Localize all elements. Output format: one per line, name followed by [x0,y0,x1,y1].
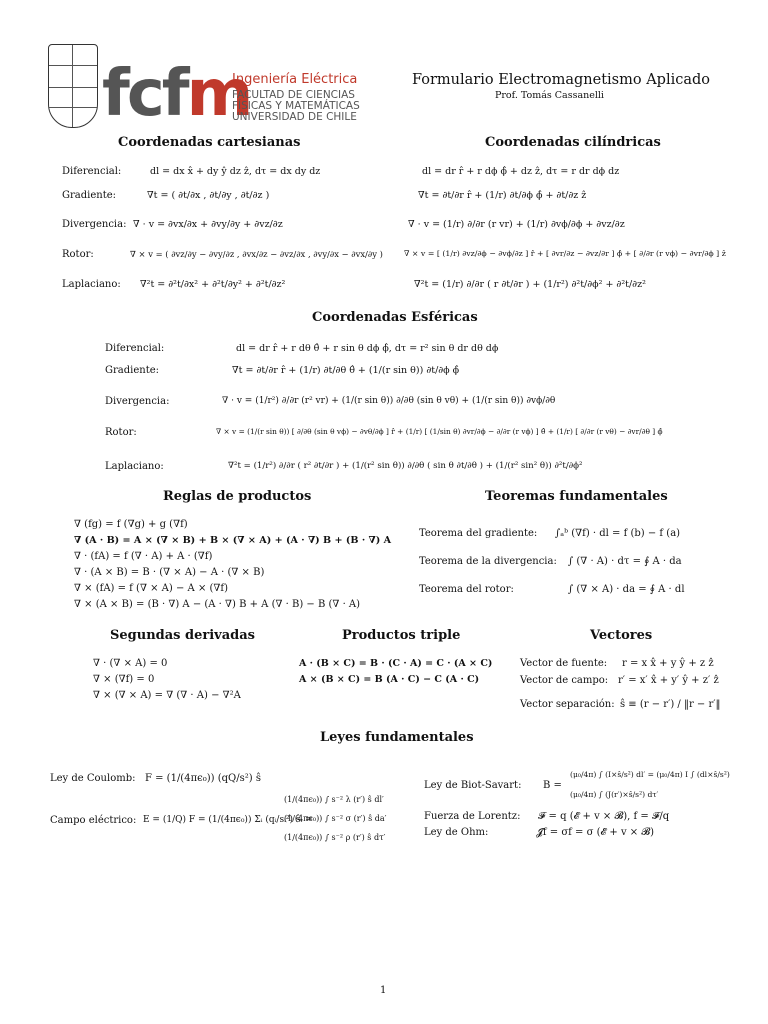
ohm-label: Ley de Ohm: [424,827,489,838]
cylindrical-heading: Coordenadas cilíndricas [485,135,661,150]
second-eq-2: ∇ × (∇ × A) = ∇ (∇ · A) − ∇²A [93,690,241,701]
coulomb-label: Ley de Coulomb: [50,773,136,784]
cartesian-label-2: Divergencia: [62,219,127,230]
second-eq-1: ∇ × (∇f) = 0 [93,674,155,685]
vectors-heading: Vectores [590,628,653,643]
spherical-label-0: Diferencial: [105,343,165,354]
triple-eq-1: A × (B × C) = B (A · C) − C (A · C) [299,674,480,685]
biot-case-1: (μ₀/4π) ∫ (J(r′)×ŝ/s²) dτ′ [570,790,659,799]
vector-eq-0: r = x x̂ + y ŷ + z ẑ [622,658,714,669]
spherical-eq-3: ∇ × v = (1/(r sin θ)) [ ∂/∂θ (sin θ vϕ) − ∂vθ/∂ϕ ] r̂ + (1/r) [ (1/sin θ) ∂vr/∂ϕ − ∂/∂r (r vϕ) ] θ̂ + (1/r) [ ∂/∂r (r vθ) − ∂vr/∂θ ] ϕ̂ [216,427,663,436]
lorentz-label: Fuerza de Lorentz: [424,811,521,822]
product-rule-1: ∇ (A · B) = A × (∇ × B) + B × (∇ × A) + (A · ∇) B + (B · ∇) A [74,535,392,546]
theorem-eq-2: ∫ (∇ × A) · da = ∮ A · dl [568,584,685,595]
theorem-label-1: Teorema de la divergencia: [419,556,557,567]
biot-case-0: (μ₀/4π) ∫ (I×ŝ/s²) dl′ = (μ₀/4π) I ∫ (dl×ŝ/s²) [570,770,730,779]
products-heading: Reglas de productos [163,489,312,504]
vector-eq-2: ŝ ≡ (r − r′) / ‖r − r′‖ [620,699,721,710]
cartesian-eq-3: ∇ × v = ( ∂vz/∂y − ∂vy/∂z , ∂vx/∂z − ∂vz/∂x , ∂vy/∂x − ∂vx/∂y ) [130,249,383,259]
cartesian-label-1: Gradiente: [62,190,116,201]
department-name: Ingeniería Eléctrica [232,72,358,87]
field-case-0: (1/(4πϵ₀)) ∫ s⁻² λ (r′) ŝ dl′ [284,795,384,804]
vector-label-1: Vector de campo: [520,675,609,686]
field-eq: E = (1/Q) F = (1/(4πϵ₀)) Σᵢ (qᵢ/sᵢ²) ŝᵢ = [143,815,313,825]
cartesian-eq-1: ∇t = ( ∂t/∂x , ∂t/∂y , ∂t/∂z ) [147,190,270,201]
biot-eq: B = [543,780,562,791]
spherical-label-4: Laplaciano: [105,461,164,472]
spherical-label-2: Divergencia: [105,396,170,407]
biot-label: Ley de Biot-Savart: [424,780,522,791]
page-title: Formulario Electromagnetismo Aplicado [412,72,711,88]
ohm-eq: 𝓙f = σf = σ (𝓔 + v × 𝓑) [536,827,655,838]
cylindrical-eq-4: ∇²t = (1/r) ∂/∂r ( r ∂t/∂r ) + (1/r²) ∂²t/∂ϕ² + ∂²t/∂z² [414,279,646,290]
theorem-eq-1: ∫ (∇ · A) · dτ = ∮ A · da [568,556,682,567]
second-eq-0: ∇ · (∇ × A) = 0 [93,658,168,669]
spherical-eq-1: ∇t = ∂t/∂r r̂ + (1/r) ∂t/∂θ θ̂ + (1/(r sin θ)) ∂t/∂ϕ ϕ̂ [232,365,460,376]
fcfm-logo: fcfm [102,57,251,131]
triple-eq-0: A · (B × C) = B · (C · A) = C · (A × C) [299,658,493,669]
field-label: Campo eléctrico: [50,815,137,826]
cylindrical-eq-1: ∇t = ∂t/∂r r̂ + (1/r) ∂t/∂ϕ ϕ̂ + ∂t/∂z ẑ [418,190,587,201]
product-rule-2: ∇ · (fA) = f (∇ · A) + A · (∇f) [74,551,213,562]
spherical-eq-0: dl = dr r̂ + r dθ θ̂ + r sin θ dϕ ϕ̂, dτ = r² sin θ dr dθ dϕ [236,343,499,354]
faculty-name: FACULTAD DE CIENCIAS FÍSICAS Y MATEMÁTICAS UNIVERSIDAD DE CHILE [232,89,360,123]
cylindrical-eq-0: dl = dr r̂ + r dϕ ϕ̂ + dz ẑ, dτ = r dr dϕ dz [422,166,620,177]
coulomb-eq: F = (1/(4πϵ₀)) (qQ/s²) ŝ [145,773,261,784]
cartesian-eq-4: ∇²t = ∂²t/∂x² + ∂²t/∂y² + ∂²t/∂z² [140,279,286,290]
spherical-label-3: Rotor: [105,427,137,438]
author: Prof. Tomás Cassanelli [495,90,604,101]
vector-label-2: Vector separación: [520,699,615,710]
cartesian-label-4: Laplaciano: [62,279,121,290]
cartesian-label-0: Diferencial: [62,166,122,177]
university-crest-icon [48,44,98,128]
spherical-heading: Coordenadas Esféricas [312,310,478,325]
page-number: 1 [380,985,387,996]
spherical-label-1: Gradiente: [105,365,159,376]
triple-heading: Productos triple [342,628,461,643]
laws-heading: Leyes fundamentales [320,730,474,745]
cartesian-heading: Coordenadas cartesianas [118,135,301,150]
vector-eq-1: r′ = x′ x̂ + y′ ŷ + z′ ẑ [618,675,719,686]
product-rule-3: ∇ · (A × B) = B · (∇ × A) − A · (∇ × B) [74,567,265,578]
cylindrical-eq-3: ∇ × v = [ (1/r) ∂vz/∂ϕ − ∂vϕ/∂z ] r̂ + [ ∂vr/∂z − ∂vz/∂r ] ϕ̂ + [ ∂/∂r (r vϕ) − ∂vr/∂ϕ ] ẑ [404,249,726,258]
spherical-eq-4: ∇²t = (1/r²) ∂/∂r ( r² ∂t/∂r ) + (1/(r² sin θ)) ∂/∂θ ( sin θ ∂t/∂θ ) + (1/(r² sin² θ)) ∂²t/∂ϕ² [228,461,583,471]
cartesian-eq-0: dl = dx x̂ + dy ŷ dz ẑ, dτ = dx dy dz [150,166,321,177]
second-heading: Segundas derivadas [110,628,255,643]
spherical-eq-2: ∇ · v = (1/r²) ∂/∂r (r² vr) + (1/(r sin θ)) ∂/∂θ (sin θ vθ) + (1/(r sin θ)) ∂vϕ/∂θ [222,396,556,406]
theorems-heading: Teoremas fundamentales [485,489,668,504]
product-rule-5: ∇ × (A × B) = (B · ∇) A − (A · ∇) B + A (∇ · B) − B (∇ · A) [74,599,361,610]
cylindrical-eq-2: ∇ · v = (1/r) ∂/∂r (r vr) + (1/r) ∂vϕ/∂ϕ + ∂vz/∂z [408,219,625,230]
theorem-eq-0: ∫ₐᵇ (∇f) · dl = f (b) − f (a) [555,528,681,539]
cartesian-label-3: Rotor: [62,249,94,260]
theorem-label-2: Teorema del rotor: [419,584,514,595]
field-case-2: (1/(4πϵ₀)) ∫ s⁻² ρ (r′) ŝ dτ′ [284,833,386,842]
field-case-1: (1/(4πϵ₀)) ∫ s⁻² σ (r′) ŝ da′ [284,814,387,823]
product-rule-0: ∇ (fg) = f (∇g) + g (∇f) [74,519,188,530]
cartesian-eq-2: ∇ · v = ∂vx/∂x + ∂vy/∂y + ∂vz/∂z [133,219,283,230]
lorentz-eq: 𝓕 = q (𝓔 + v × 𝓑), f = 𝓕/q [538,811,670,822]
theorem-label-0: Teorema del gradiente: [419,528,538,539]
product-rule-4: ∇ × (fA) = f (∇ × A) − A × (∇f) [74,583,228,594]
vector-label-0: Vector de fuente: [520,658,608,669]
